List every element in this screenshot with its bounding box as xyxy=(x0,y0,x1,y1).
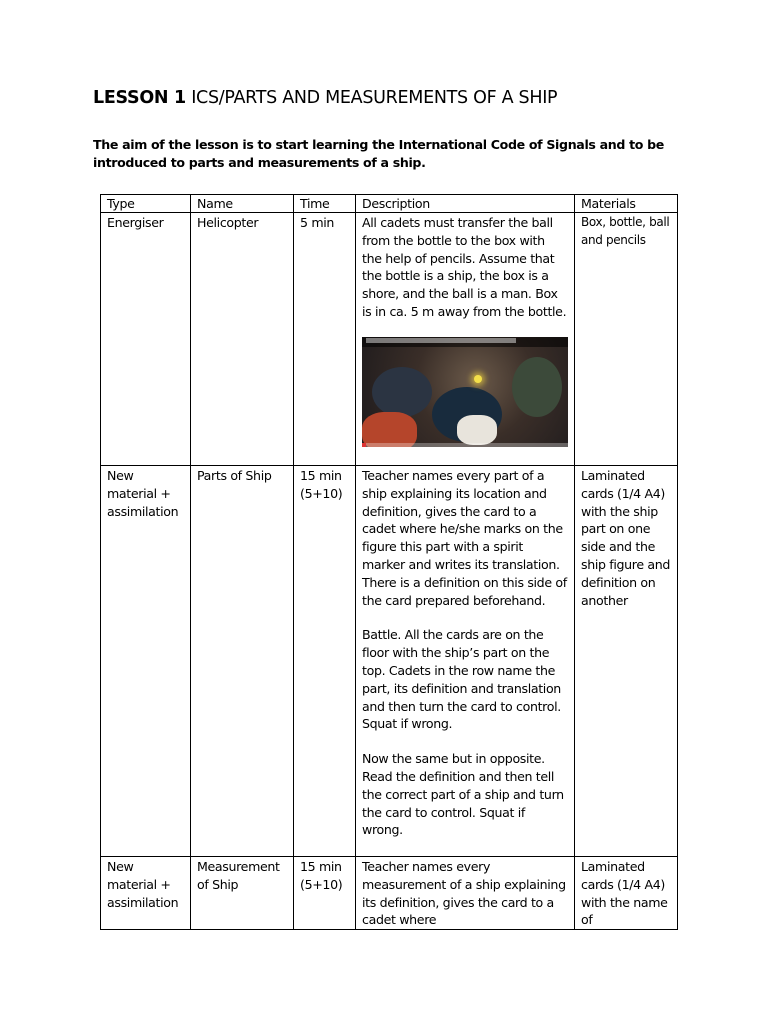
cell-name: Parts of Ship xyxy=(191,466,294,857)
header-materials: Materials xyxy=(575,195,678,213)
table-row xyxy=(101,466,678,857)
cell-type: New material + assimilation xyxy=(101,466,191,857)
header-description: Description xyxy=(356,195,575,213)
cell-type: New material + assimilation xyxy=(101,857,191,930)
table-row xyxy=(101,213,678,466)
cell-description xyxy=(356,857,575,930)
header-type: Type xyxy=(101,195,191,213)
video-thumbnail[interactable] xyxy=(362,337,568,447)
lesson-topic: ICS/PARTS AND MEASUREMENTS OF A SHIP xyxy=(191,88,558,108)
cell-name: Helicopter xyxy=(191,213,294,466)
lesson-aim: The aim of the lesson is to start learning the International Code of Signals and to be introduced to parts and measurements of a ship. xyxy=(93,137,664,170)
video-progress-bar[interactable] xyxy=(362,443,568,447)
cell-time: 5 min xyxy=(294,213,356,466)
cell-type: Energiser xyxy=(101,213,191,466)
cell-time: 15 min (5+10) xyxy=(294,857,356,930)
header-time: Time xyxy=(294,195,356,213)
lesson-number: LESSON 1 xyxy=(93,88,186,108)
cell-description xyxy=(356,213,575,466)
header-name: Name xyxy=(191,195,294,213)
description-paragraph: All cadets must transfer the ball from the bottle to the box with the help of pencils. Assume that the bottle is a ship, the box is a shore, and the ball is a man. Box is in ca. 5 m away from the bottle. xyxy=(362,215,567,319)
cell-materials: Laminated cards (1/4 A4) with the ship part on one side and the ship figure and definition on another xyxy=(575,466,678,857)
lesson-title xyxy=(93,88,557,108)
cell-time: 15 min (5+10) xyxy=(294,466,356,857)
ball-highlight xyxy=(474,375,482,383)
cell-materials: Laminated cards (1/4 A4) with the name of xyxy=(575,857,678,930)
lesson-plan-table xyxy=(100,194,678,930)
description-paragraph: Teacher names every measurement of a ship explaining its definition, gives the card to a cadet where xyxy=(362,859,566,928)
description-paragraph: Now the same but in opposite. Read the definition and then tell the correct part of a ship and turn the card to control. Squat if wrong. xyxy=(362,751,564,838)
table-row xyxy=(101,857,678,930)
cell-materials: Box, bottle, ball and pencils xyxy=(575,213,678,466)
cell-description xyxy=(356,466,575,857)
description-paragraph: Battle. All the cards are on the floor with the ship’s part on the top. Cadets in the row name the part, its definition and translation and then turn the card to control. Squat if wrong. xyxy=(362,627,561,732)
video-title-bar xyxy=(362,337,568,347)
description-paragraph: Teacher names every part of a ship explaining its location and definition, gives the card to a cadet where he/she marks on the figure this part with a spirit marker and writes its translation. There is a definition on this side of the card prepared beforehand. xyxy=(362,468,567,608)
cell-name: Measurement of Ship xyxy=(191,857,294,930)
table-header-row xyxy=(101,195,678,213)
